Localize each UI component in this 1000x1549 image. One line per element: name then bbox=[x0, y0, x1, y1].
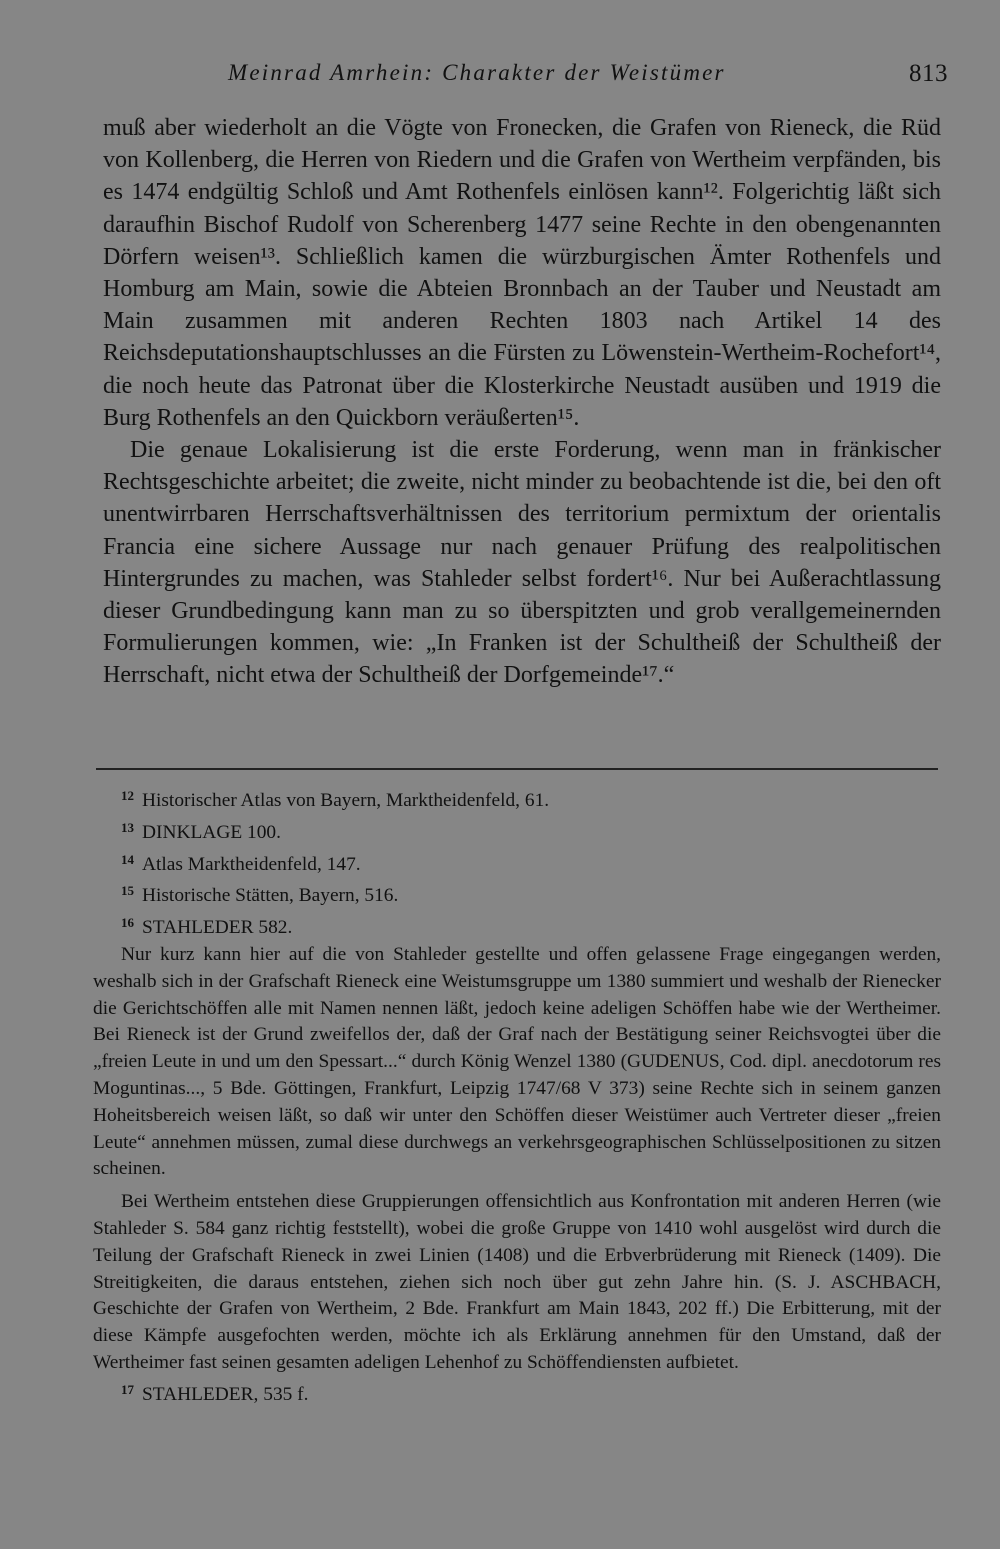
footnote bbox=[93, 910, 941, 942]
footnote bbox=[93, 878, 941, 910]
main-text bbox=[103, 112, 941, 692]
footnote-number: 14 bbox=[121, 851, 134, 867]
footnote-text: DINKLAGE 100. bbox=[142, 821, 281, 843]
body-paragraph: muß aber wiederholt an die Vögte von Fronecken, die Grafen von Rieneck, die Rüd von Kollenberg, die Herren von Riedern und die Grafen von Wertheim verpfänden, bis es 1474 endgültig Schloß und Amt Rothenfels einlösen kann¹². Folgerichtig läßt sich daraufhin Bischof Rudolf von Scherenberg 1477 seine Rechte in den obengenannten Dörfern weisen¹³. Schließlich kamen die würzburgischen Ämter Rothenfels und Homburg am Main, sowie die Abteien Bronnbach an der Tauber und Neustadt am Main zusammen mit anderen Rechten 1803 nach Artikel 14 des Reichsdeputationshauptschlusses an die Fürsten zu Löwenstein-Wertheim-Rochefort¹⁴, die noch heute das Patronat über die Klosterkirche Neustadt ausüben und 1919 die Burg Rothenfels an den Quickborn veräußerten¹⁵. bbox=[103, 115, 941, 431]
footnotes bbox=[93, 783, 941, 1409]
body-paragraph: Die genaue Lokalisierung ist die erste Forderung, wenn man in fränkischer Rechtsgeschichte arbeitet; die zweite, nicht minder zu beobachtende ist die, bei den oft unentwirrbaren Herrschaftsverhältnissen des territorium permixtum der orientalis Francia eine sichere Aussage nur nach genauer Prüfung des realpolitischen Hintergrundes zu machen, was Stahleder selbst fordert¹⁶. Nur bei Außerachtlassung dieser Grundbedingung kann man zu so überspitzten und grob verallgemeinernden Formulierungen kommen, wie: „In Franken ist der Schultheiß der Schultheiß der Herrschaft, nicht etwa der Schultheiß der Dorfgemeinde¹⁷.“ bbox=[103, 437, 941, 689]
footnote-text: STAHLEDER, 535 f. bbox=[142, 1383, 309, 1405]
footnote bbox=[93, 783, 941, 815]
footnote-number: 15 bbox=[121, 883, 134, 899]
footnote-text: STAHLEDER 582. bbox=[142, 917, 293, 939]
footnote bbox=[93, 847, 941, 879]
footnote-number: 12 bbox=[121, 788, 134, 803]
footnote-text: Historischer Atlas von Bayern, Marktheidenfeld, 61. bbox=[142, 790, 550, 811]
footnote-continuation: Nur kurz kann hier auf die von Stahleder gestellte und offen gelassene Frage eingegangen werden, weshalb sich in der Grafschaft Rieneck eine Weistumsgruppe um 1380 summiert und weshalb der Rienecker die Gerichtschöffen alle mit Namen nennen läßt, jedoch keine adeligen Schöffen habe wie der Wertheimer. Bei Rieneck ist der Grund zweifellos der, daß der Graf nach der Bestätigung seiner Reichsvogtei über die „freien Leute in und um den Spessart...“ durch König Wenzel 1380 (GUDENUS, Cod. dipl. anecdotorum res Moguntinas..., 5 Bde. Göttingen, Frankfurt, Leipzig 1747/68 V 373) seine Rechte sich in seinem ganzen Hoheitsbereich weisen läßt, so daß wir unter den Schöffen dieser Weistümer auch Vertreter dieser „freien Leute“ annehmen müssen, zumal diese durchwegs an verkehrsgeographischen Schlüsselpositionen zu sitzen scheinen. bbox=[93, 943, 941, 1180]
footnote-number: 13 bbox=[121, 819, 134, 835]
running-title: Meinrad Amrhein: Charakter der Weistümer bbox=[228, 60, 726, 85]
footnote-text: Historische Stätten, Bayern, 516. bbox=[142, 885, 399, 907]
footnote-number: 17 bbox=[121, 1381, 134, 1397]
footnote bbox=[93, 815, 941, 847]
footnote-divider bbox=[96, 768, 938, 770]
page-number: 813 bbox=[909, 60, 948, 87]
page-header bbox=[228, 60, 948, 94]
footnote-text: Atlas Marktheidenfeld, 147. bbox=[142, 853, 361, 875]
footnote-continuation: Bei Wertheim entstehen diese Gruppierungen offensichtlich aus Konfrontation mit anderen Herren (wie Stahleder S. 584 ganz richtig feststellt), wobei die große Gruppe von 1410 wohl ausgelöst wird durch die Teilung der Grafschaft Rieneck in zwei Linien (1408) und die Erbverbrüderung mit Rieneck (1409). Die Streitigkeiten, die daraus entstehen, ziehen sich noch über gut zehn Jahre hin. (S. J. ASCHBACH, Geschichte der Grafen von Wertheim, 2 Bde. Frankfurt am Main 1843, 202 ff.) Die Erbitterung, mit der diese Kämpfe ausgefochten werden, möchte ich als Erklärung annehmen für den Umstand, daß der Wertheimer fast seinen gesamten adeligen Lehenhof zu Schöffendiensten aufbietet. bbox=[93, 1191, 941, 1373]
footnote-number: 16 bbox=[121, 915, 134, 931]
footnote bbox=[93, 1377, 941, 1409]
